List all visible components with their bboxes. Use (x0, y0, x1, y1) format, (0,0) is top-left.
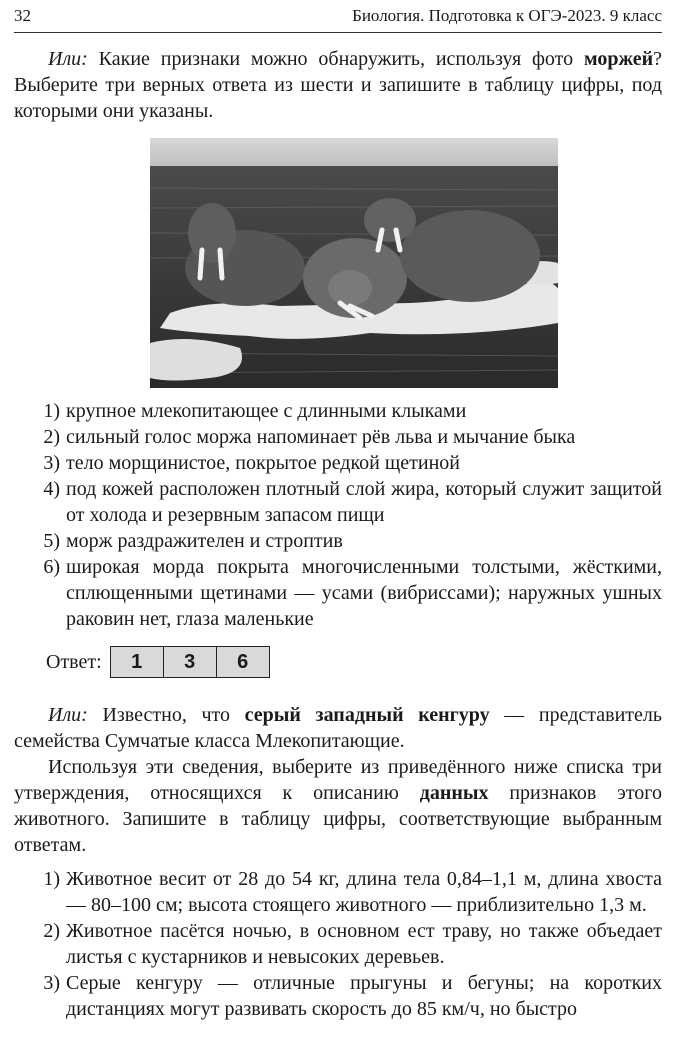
option-number: 1) (43, 868, 60, 890)
page-header (14, 6, 662, 32)
task2-options (14, 866, 662, 1022)
walrus-photo (150, 138, 558, 388)
option-number: 3) (43, 972, 60, 994)
answer-cell: 1 (111, 647, 163, 677)
task2-text-after: — представитель семейства Сумчатые класса Млекопитающие. (14, 704, 662, 752)
option-number: 3) (43, 452, 60, 474)
list-item (14, 554, 662, 632)
answer-row (46, 646, 662, 678)
task1-options (14, 398, 662, 632)
task1-bold: моржей (583, 48, 654, 70)
task2-instructions (14, 754, 662, 858)
list-item (14, 476, 662, 528)
task1-lead: Или: (48, 48, 88, 70)
option-text: Серые кенгуру — отличные прыгуны и бегуны; на коротких дистанциях могут развивать скорость до 85 км/ч, но быстро (66, 972, 662, 1020)
task2-bold: серый западный кенгуру (244, 704, 490, 726)
answer-table (110, 646, 270, 678)
option-text: под кожей расположен плотный слой жира, который служит защитой от холода и резервным запасом пищи (66, 478, 662, 526)
option-text: морж раздражителен и строптив (66, 530, 343, 552)
option-number: 1) (43, 400, 60, 422)
task2-lead: Или: (48, 704, 88, 726)
list-item (14, 970, 662, 1022)
option-text: Животное весит от 28 до 54 кг, длина тела 0,84–1,1 м, длина хвоста — 80–100 см; высота стоящего животного — приблизительно 1,3 м. (66, 868, 662, 916)
task2-text-before: Известно, что (87, 704, 245, 726)
header-rule (14, 32, 662, 33)
list-item (14, 450, 662, 476)
task2-p2-bold: данных (419, 782, 489, 804)
option-number: 2) (43, 920, 60, 942)
task1-text-after: ? Выберите три верных ответа из шести и запишите в таблицу цифры, под которыми они указаны. (14, 48, 662, 122)
answer-cell: 3 (163, 647, 216, 677)
option-text: сильный голос моржа напоминает рёв льва и мычание быка (66, 426, 576, 448)
task2-question (14, 702, 662, 754)
walrus-illustration (150, 138, 558, 388)
option-number: 6) (43, 556, 60, 578)
option-text: крупное млекопитающее с длинными клыками (66, 400, 467, 422)
task1-question (14, 46, 662, 124)
option-number: 4) (43, 478, 60, 500)
answer-label: Ответ: (46, 651, 102, 673)
option-number: 5) (43, 530, 60, 552)
option-text: широкая морда покрыта многочисленными толстыми, жёсткими, сплющенными щетинами — усами (вибриссами); наружных ушных раковин нет, глаза маленькие (66, 556, 662, 630)
page-content (14, 46, 662, 1022)
list-item (14, 424, 662, 450)
task2-p2-before: Используя эти сведения, выберите из приведённого ниже списка три утверждения, относящихся к описанию (14, 756, 662, 804)
list-item (14, 528, 662, 554)
task1-text-before: Какие признаки можно обнаружить, используя фото (87, 48, 584, 70)
page-number: 32 (14, 6, 31, 25)
option-text: Животное пасётся ночью, в основном ест траву, но также объедает листья с кустарников и невысоких деревьев. (66, 920, 662, 968)
running-title: Биология. Подготовка к ОГЭ-2023. 9 класс (352, 6, 662, 25)
list-item (14, 398, 662, 424)
task2-p2-after: признаков этого животного. Запишите в таблицу цифры, соответствующие выбранным ответам. (14, 782, 663, 856)
answer-cell: 6 (216, 647, 269, 677)
option-number: 2) (43, 426, 60, 448)
option-text: тело морщинистое, покрытое редкой щетиной (66, 452, 461, 474)
list-item (14, 918, 662, 970)
list-item (14, 866, 662, 918)
